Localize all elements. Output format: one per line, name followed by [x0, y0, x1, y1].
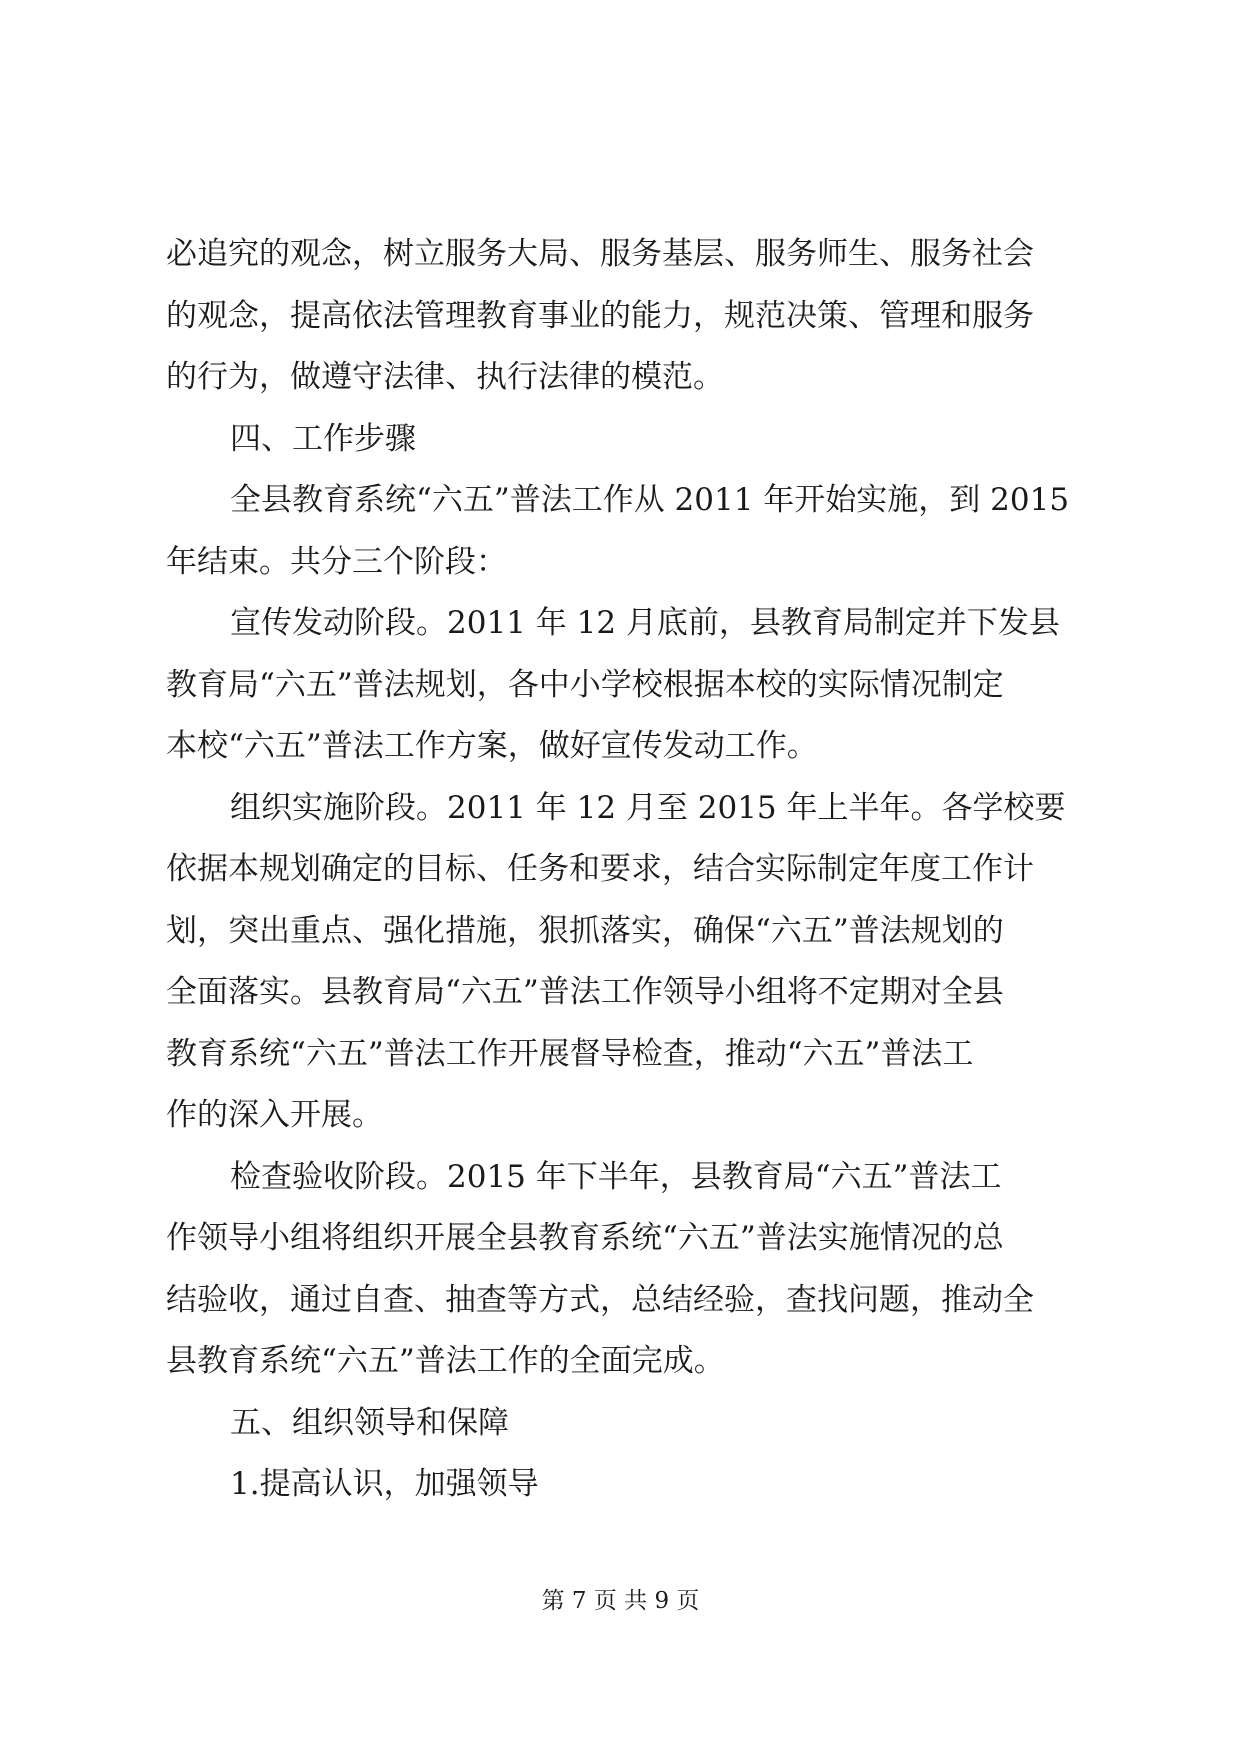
text-line: 全面落实。县教育局“六五”普法工作领导小组将不定期对全县: [166, 974, 1004, 1010]
text-line: 宣传发动阶段。2011 年 12 月底前，县教育局制定并下发县: [230, 605, 1060, 641]
body-text: [166, 224, 1086, 1516]
text-line: 年结束。共分三个阶段：: [166, 543, 507, 580]
section-heading: 五、组织领导和保障: [230, 1404, 509, 1441]
text-line: 教育局“六五”普法规划，各中小学校根据本校的实际情况制定: [166, 666, 1004, 703]
text-line: 本校“六五”普法工作方案，做好宣传发动工作。: [166, 728, 818, 764]
text-line: 的行为，做遵守法律、执行法律的模范。: [166, 359, 724, 395]
page-footer: [0, 1586, 1241, 1616]
text-line: 划，突出重点、强化措施，狠抓落实，确保“六五”普法规划的: [166, 912, 1004, 949]
text-line: 县教育系统“六五”普法工作的全面完成。: [166, 1343, 725, 1379]
text-line: 的观念，提高依法管理教育事业的能力，规范决策、管理和服务: [166, 297, 1034, 334]
text-line: 结验收，通过自查、抽查等方式，总结经验，查找问题，推动全: [166, 1281, 1034, 1318]
text-line: 作的深入开展。: [166, 1097, 383, 1133]
text-line: 必追究的观念，树立服务大局、服务基层、服务师生、服务社会: [166, 236, 1034, 272]
text-line: 组织实施阶段。2011 年 12 月至 2015 年上半年。各学校要: [230, 789, 1066, 826]
text-line: 依据本规划确定的目标、任务和要求，结合实际制定年度工作计: [166, 851, 1034, 887]
subsection-heading: 1.提高认识，加强领导: [230, 1466, 539, 1502]
section-heading: 四、工作步骤: [230, 420, 416, 457]
text-line: 作领导小组将组织开展全县教育系统“六五”普法实施情况的总: [166, 1220, 1004, 1256]
text-line: 检查验收阶段。2015 年下半年，县教育局“六五”普法工: [230, 1158, 1002, 1195]
text-line: 全县教育系统“六五”普法工作从 2011 年开始实施，到 2015: [230, 482, 1070, 518]
page-number: 第 7 页 共 9 页: [541, 1588, 700, 1614]
text-line: 教育系统“六五”普法工作开展督导检查，推动“六五”普法工: [166, 1035, 974, 1072]
